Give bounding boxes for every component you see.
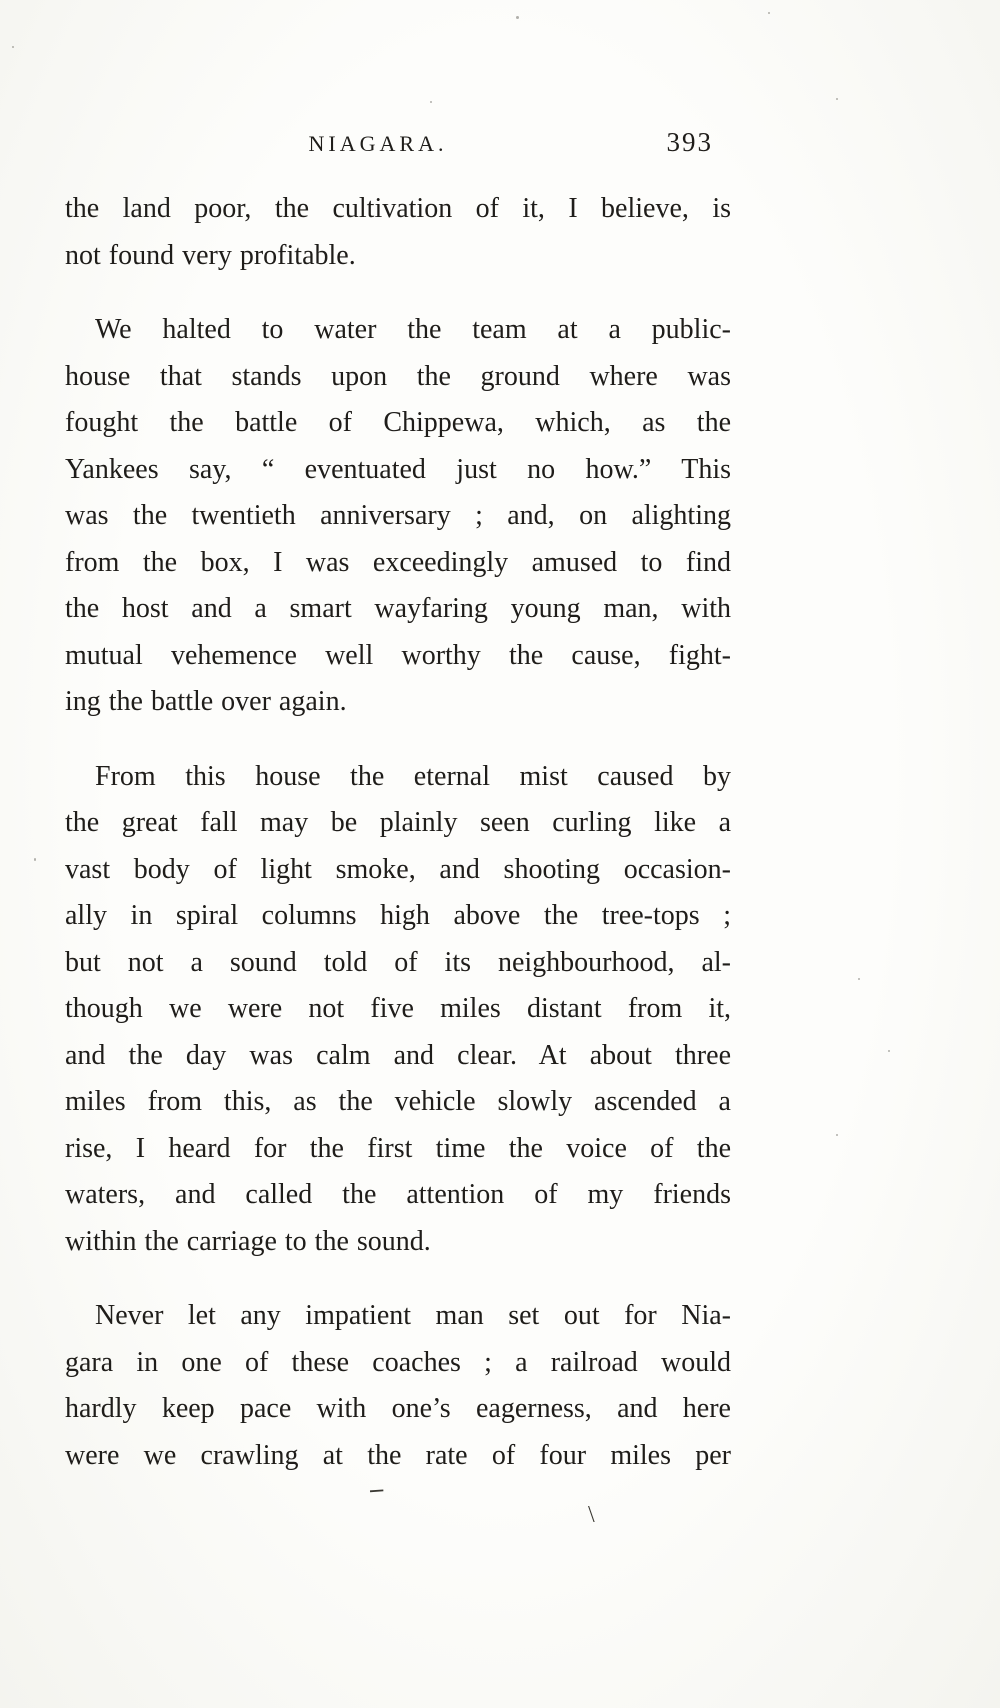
scan-speck xyxy=(858,978,860,980)
page-header-title: NIAGARA. xyxy=(308,131,448,156)
text-line: but not a sound told of its neighbourhood, al- xyxy=(65,946,731,978)
running-header xyxy=(65,127,731,165)
scan-speck xyxy=(516,16,519,19)
text-line: Yankees say, “ eventuated just no how.” This xyxy=(65,453,731,485)
text-line: ally in spiral columns high above the tree-tops ; xyxy=(65,900,731,931)
scan-speck xyxy=(430,101,432,103)
scan-speck xyxy=(836,98,838,100)
text-line: the land poor, the cultivation of it, I believe, is xyxy=(65,193,731,224)
text-line: within the carriage to the sound. xyxy=(65,1225,431,1257)
text-line: gara in one of these coaches ; a railroad would xyxy=(65,1346,731,1378)
scan-artifact-stray-mark: \ xyxy=(588,1502,595,1528)
text-line: miles from this, as the vehicle slowly ascended a xyxy=(65,1086,731,1117)
text-line: was the twentieth anniversary ; and, on alighting xyxy=(65,500,731,531)
scan-speck xyxy=(836,1134,838,1136)
scan-speck xyxy=(768,12,770,14)
text-line: From this house the eternal mist caused by xyxy=(95,760,731,792)
text-line: though we were not five miles distant from it, xyxy=(65,993,731,1024)
text-line: rise, I heard for the first time the voice of the xyxy=(65,1132,731,1164)
scan-speck xyxy=(630,1414,632,1416)
text-line: Never let any impatient man set out for Nia- xyxy=(95,1300,731,1331)
scan-artifact-dash: – xyxy=(368,1473,384,1504)
text-line: fought the battle of Chippewa, which, as the xyxy=(65,407,731,438)
text-line: the great fall may be plainly seen curling like a xyxy=(65,807,731,838)
text-line: the host and a smart wayfaring young man, with xyxy=(65,593,731,624)
page-number: 393 xyxy=(666,127,713,157)
text-line: from the box, I was exceedingly amused to find xyxy=(65,546,731,578)
scan-speck xyxy=(34,858,36,861)
text-line: vast body of light smoke, and shooting occasion- xyxy=(65,853,731,885)
text-line: not found very profitable. xyxy=(65,239,356,271)
scan-speck xyxy=(12,46,14,48)
text-line: were we crawling at the rate of four miles per xyxy=(65,1439,731,1471)
scan-speck xyxy=(888,1050,890,1052)
text-line: ing the battle over again. xyxy=(65,686,347,717)
text-line: We halted to water the team at a public- xyxy=(95,314,731,345)
book-page xyxy=(65,0,731,1708)
text-line: mutual vehemence well worthy the cause, fight- xyxy=(65,639,731,671)
text-line: and the day was calm and clear. At about three xyxy=(65,1039,731,1071)
page-body xyxy=(65,186,731,1507)
text-line: house that stands upon the ground where was xyxy=(65,360,731,392)
text-line: hardly keep pace with one’s eagerness, and here xyxy=(65,1393,731,1424)
text-line: waters, and called the attention of my friends xyxy=(65,1179,731,1210)
